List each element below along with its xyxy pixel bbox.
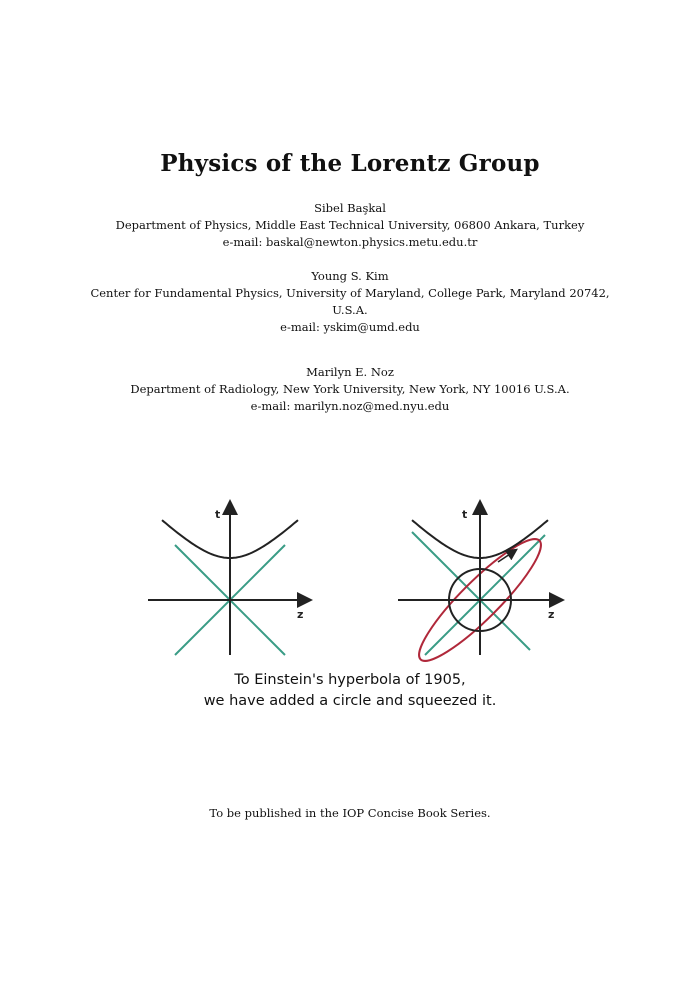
left-panel: [148, 507, 305, 655]
author-affiliation: Department of Physics, Middle East Technical University, 06800 Ankara, Turkey: [115, 218, 585, 232]
author-email: e-mail: marilyn.noz@med.nyu.edu: [250, 399, 450, 413]
figure-diagram: [120, 490, 580, 670]
z-axis-label: z: [297, 608, 304, 621]
caption-line: To Einstein's hyperbola of 1905,: [234, 672, 466, 688]
author-affiliation: U.S.A.: [332, 303, 368, 317]
t-axis-label: t: [462, 508, 468, 521]
figure-caption: [120, 670, 580, 712]
author-block-3: [0, 364, 700, 415]
publication-note: To be published in the IOP Concise Book Series.: [209, 806, 491, 820]
author-email: e-mail: yskim@umd.edu: [280, 320, 420, 334]
z-axis-label: z: [548, 608, 555, 621]
author-block-1: [0, 200, 700, 251]
author-email: e-mail: baskal@newton.physics.metu.edu.tr: [222, 235, 478, 249]
author-affiliation: Department of Radiology, New York University, New York, NY 10016 U.S.A.: [130, 382, 570, 396]
author-name: Marilyn E. Noz: [306, 365, 394, 379]
author-name: Young S. Kim: [311, 269, 389, 283]
t-axis-label: t: [215, 508, 221, 521]
paper-title: Physics of the Lorentz Group: [160, 150, 540, 177]
author-block-2: [0, 268, 700, 336]
light-cone-line: [425, 535, 545, 655]
author-name: Sibel Başkal: [314, 201, 386, 215]
caption-line: we have added a circle and squeezed it.: [203, 693, 497, 709]
author-affiliation: Center for Fundamental Physics, University of Maryland, College Park, Maryland 20742,: [90, 286, 610, 300]
right-panel: [398, 507, 557, 670]
